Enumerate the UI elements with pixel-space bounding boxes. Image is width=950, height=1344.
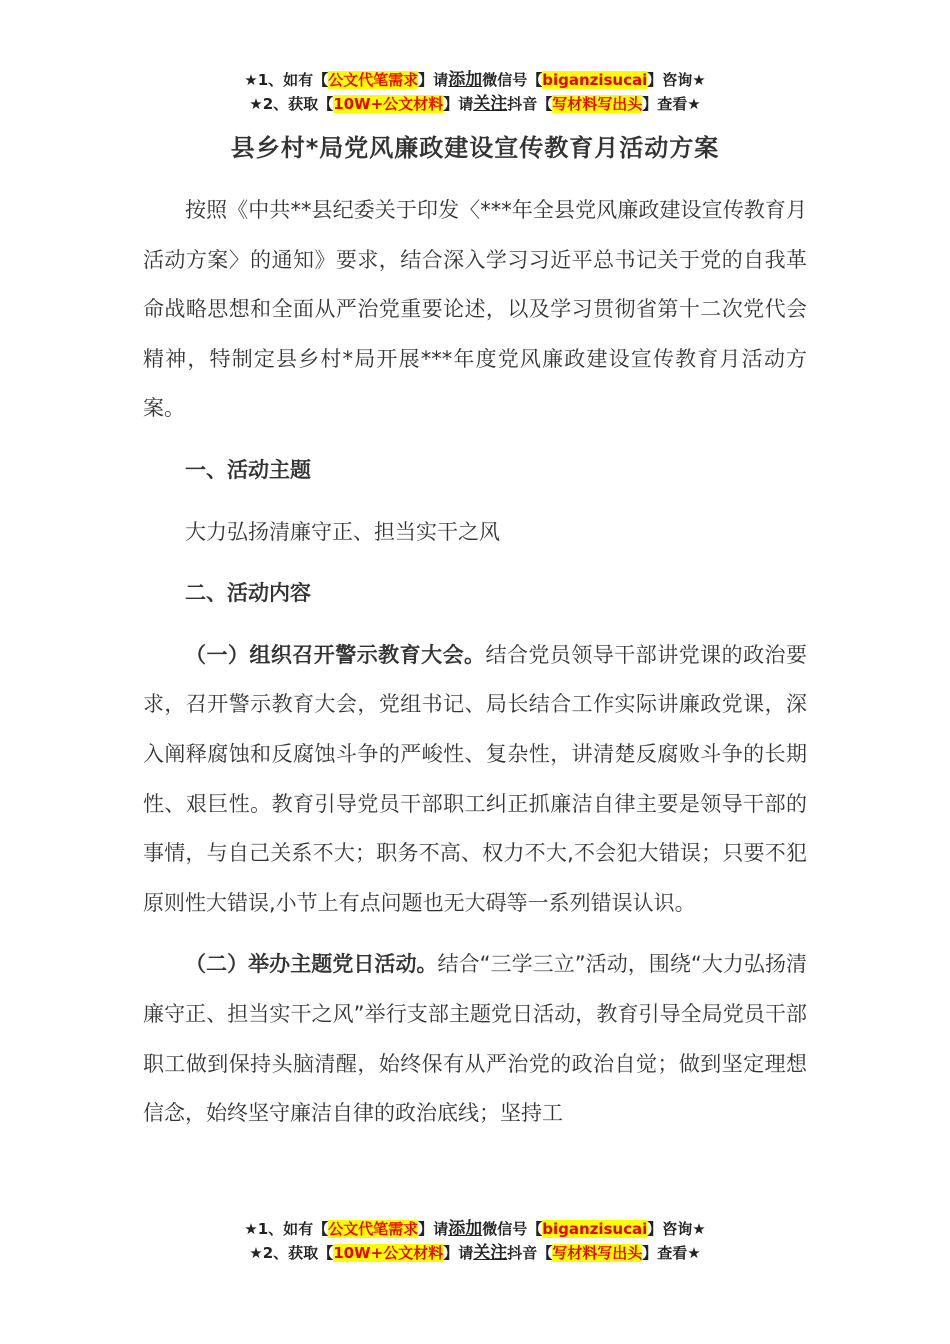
content-item-2 [143,940,807,1138]
promo-highlight: 公文代笔需求 [328,1220,419,1238]
promo-highlight: 公文代笔需求 [328,71,419,89]
section-heading-content: 二、活动内容 [185,581,311,606]
promo-text: ★1、如有【 [244,71,329,89]
promo-highlight: 10W+公文材料 [333,1244,444,1262]
promo-text: ★1、如有【 [244,1220,329,1238]
promo-text: 微信号【 [482,71,543,89]
promo-text: ★2、获取【 [249,1244,334,1262]
promo-douyin-id: 写材料写出头 [552,1244,643,1262]
promo-text: 】请 [443,95,474,113]
promo-text: 】请 [443,1244,474,1262]
promo-text: 】请 [418,71,449,89]
promo-text: 抖音【 [507,1244,553,1262]
item-2-lead: （二）举办主题党日活动。 [185,952,438,977]
promo-text: 】咨询★ [647,1220,706,1238]
promo-underline: 关注 [473,94,508,114]
section-heading-theme: 一、活动主题 [185,457,311,482]
promo-underline: 关注 [473,1243,508,1263]
promo-underline: 添加 [448,1219,483,1239]
promo-line-2 [0,1241,950,1265]
promo-text: 】查看★ [642,95,701,113]
promo-text: ★2、获取【 [249,95,334,113]
item-1-lead: （一）组织召开警示教育大会。 [185,642,486,667]
document-title: 县乡村*局党风廉政建设宣传教育月活动方案 [230,134,720,162]
promo-text: 】请 [418,1220,449,1238]
promo-underline: 添加 [448,70,483,90]
promo-line-2 [0,92,950,116]
promo-text: 抖音【 [507,95,553,113]
promo-line-1 [0,68,950,92]
intro-paragraph: 按照《中共**县纪委关于印发〈***年全县党风廉政建设宣传教育月活动方案〉的通知》要求，结合深入学习习近平总书记关于党的自我革命战略思想和全面从严治党重要论述，以及学习贯彻省第十二次党代会精神，特制定县乡村*局开展***年度党风廉政建设宣传教育月活动方案。 [143,198,807,421]
document-body [143,186,807,1139]
item-2-text: 结合“三学三立”活动，围绕“大力弘扬清廉守正、担当实干之风”举行支部主题党日活动，教育引导全局党员干部职工做到保持头脑清醒，始终保有从严治党的政治自觉；做到坚定理想信念，始终坚守廉洁自律的政治底线；坚持工 [143,952,807,1126]
promo-text: 】咨询★ [647,71,706,89]
footer-promo-banner [0,1217,950,1265]
header-promo-banner [0,68,950,116]
promo-wechat-id: biganzisucai [542,71,648,89]
item-1-text: 结合党员领导干部讲党课的政治要求，召开警示教育大会，党组书记、局长结合工作实际讲廉政党课，深入阐释腐蚀和反腐蚀斗争的严峻性、复杂性，讲清楚反腐败斗争的长期性、艰巨性。教育引导党员干部职工纠正抓廉洁自律主要是领导干部的事情，与自己关系不大；职务不高、权力不大,不会犯大错误；只要不犯原则性大错误,小节上有点问题也无大碍等一系列错误认识。 [143,642,807,915]
promo-wechat-id: biganzisucai [542,1220,648,1238]
promo-highlight: 10W+公文材料 [333,95,444,113]
promo-line-1 [0,1217,950,1241]
promo-douyin-id: 写材料写出头 [552,95,643,113]
promo-text: 微信号【 [482,1220,543,1238]
promo-text: 】查看★ [642,1244,701,1262]
content-item-1 [143,631,807,929]
theme-text: 大力弘扬清廉守正、担当实干之风 [185,519,500,544]
